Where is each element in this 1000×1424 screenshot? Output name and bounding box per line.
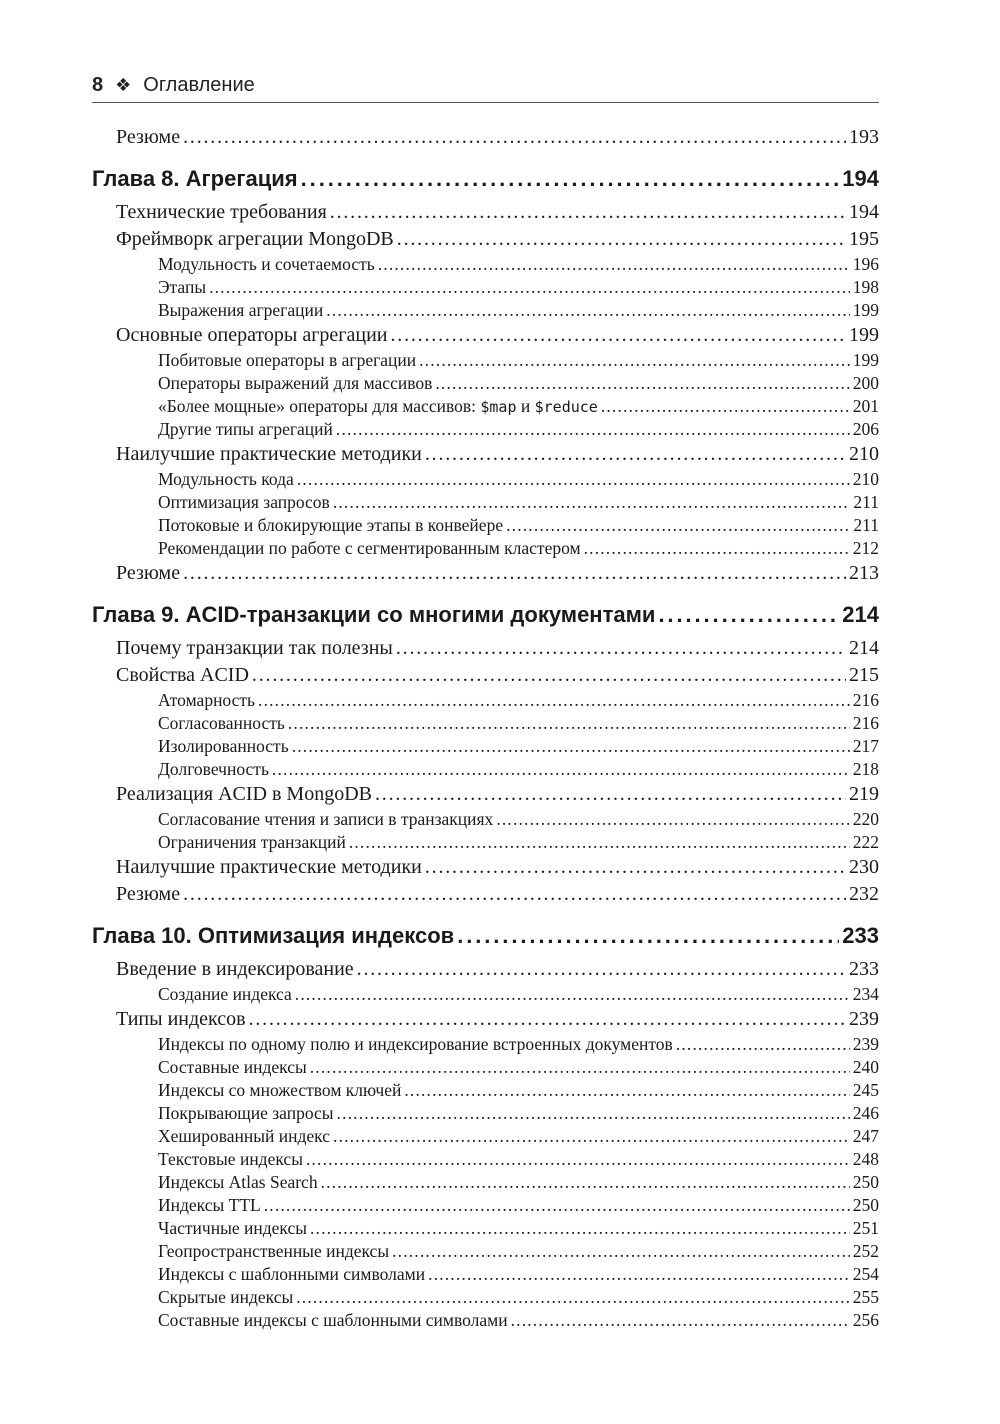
- toc-subsection[interactable]: [92, 1148, 879, 1171]
- toc-page-number: 193: [849, 126, 879, 148]
- toc-entry-title: [158, 1171, 318, 1194]
- toc-page-number: 219: [849, 783, 879, 805]
- toc-subsection[interactable]: [92, 1263, 879, 1286]
- dot-leader: [419, 349, 850, 372]
- toc-title-text: Другие типы агрегаций: [158, 419, 333, 439]
- toc-page-number: 210: [852, 469, 879, 489]
- toc-code-text: $reduce: [534, 398, 598, 416]
- dot-leader: [183, 881, 846, 908]
- toc-page-number: 233: [842, 923, 879, 948]
- toc-title-text: Глава 10. Оптимизация индексов: [92, 923, 455, 948]
- toc-section[interactable]: [92, 199, 879, 226]
- toc-page-number: 199: [852, 350, 879, 370]
- toc-title-text: Создание индекса: [158, 984, 292, 1004]
- toc-page-number: 216: [852, 690, 879, 710]
- toc-title-text: Индексы по одному полю и индексирование встроенных документов: [158, 1034, 673, 1054]
- toc-entry-title: [116, 635, 393, 662]
- toc-page-number: 212: [852, 538, 879, 558]
- toc-entry-title: [116, 662, 249, 689]
- dot-leader: [326, 299, 850, 322]
- toc-entry-title: [158, 1194, 261, 1217]
- toc-entry-title: [158, 299, 323, 322]
- dot-leader: [435, 372, 849, 395]
- toc-subsection[interactable]: [92, 537, 879, 560]
- toc-page-number: 220: [852, 809, 879, 829]
- dot-leader: [336, 418, 850, 441]
- toc-entry-title: [158, 735, 289, 758]
- toc-title-text: Наилучшие практические методики: [116, 443, 422, 465]
- toc-section[interactable]: [92, 226, 879, 253]
- toc-chapter[interactable]: [92, 916, 879, 956]
- toc-entry-title: [158, 808, 493, 831]
- toc-chapter[interactable]: [92, 595, 879, 635]
- toc-title-text: Выражения агрегации: [158, 300, 324, 320]
- toc-section[interactable]: [92, 441, 879, 468]
- toc-title-text: Индексы Atlas Search: [158, 1172, 318, 1192]
- toc-page-number: 206: [852, 419, 879, 439]
- toc-title-text: Резюме: [116, 562, 181, 584]
- toc-entry-title: [116, 226, 394, 253]
- toc-entry-title: [158, 418, 333, 441]
- toc-subsection[interactable]: [92, 1079, 879, 1102]
- toc-entry-title: [92, 595, 655, 635]
- toc-page-number: 250: [852, 1172, 879, 1192]
- toc-subsection[interactable]: [92, 349, 879, 372]
- toc-title-text: Частичные индексы: [158, 1218, 307, 1238]
- toc-title-text: Составные индексы: [158, 1057, 307, 1077]
- toc-page-number: 239: [852, 1034, 879, 1054]
- dot-leader: [310, 1217, 850, 1240]
- toc-page-number: 198: [852, 277, 879, 297]
- dot-leader: [209, 276, 850, 299]
- dot-leader: [425, 441, 846, 468]
- toc-page-number: 217: [852, 736, 879, 756]
- toc-entry-title: [158, 253, 375, 276]
- toc-title-text: Индексы со множеством ключей: [158, 1080, 402, 1100]
- dot-leader: [183, 560, 846, 587]
- dot-leader: [183, 124, 846, 151]
- dot-leader: [295, 983, 850, 1006]
- toc-page-number: 214: [849, 637, 879, 659]
- toc-page-number: 210: [849, 443, 879, 465]
- toc-page-number: 211: [853, 492, 879, 512]
- toc-entry-title: [158, 1056, 307, 1079]
- toc-section[interactable]: [92, 560, 879, 587]
- toc-entry-title: [158, 1079, 401, 1102]
- toc-entry-title: [158, 758, 269, 781]
- toc-subsection[interactable]: [92, 1286, 879, 1309]
- toc-entry-title: [158, 983, 292, 1006]
- dot-leader: [392, 1240, 850, 1263]
- toc-subsection[interactable]: [92, 468, 879, 491]
- toc-subsection[interactable]: [92, 758, 879, 781]
- toc-subsection[interactable]: [92, 808, 879, 831]
- toc-page-number: 255: [852, 1287, 879, 1307]
- toc-page-number: 247: [852, 1126, 879, 1146]
- toc-entry-title: [92, 916, 454, 956]
- toc-entry-title: [158, 349, 416, 372]
- toc-subsection[interactable]: [92, 1033, 879, 1056]
- toc-subsection[interactable]: [92, 514, 879, 537]
- toc-page-number: 246: [852, 1103, 879, 1123]
- toc-section[interactable]: [92, 635, 879, 662]
- toc-entry-title: [158, 1309, 508, 1332]
- toc-page-number: 196: [852, 254, 879, 274]
- toc-entry-title: [92, 159, 298, 199]
- toc-entry-title: [158, 468, 294, 491]
- toc-page-number: 216: [852, 713, 879, 733]
- toc-title-text: «Более мощные» операторы для массивов:: [158, 396, 481, 416]
- toc-entry-title: [158, 689, 255, 712]
- toc-subsection[interactable]: [92, 491, 879, 514]
- dot-leader: [425, 854, 846, 881]
- dot-leader: [272, 758, 850, 781]
- toc-subsection[interactable]: [92, 831, 879, 854]
- toc-page-number: 199: [852, 300, 879, 320]
- toc-title-text: Скрытые индексы: [158, 1287, 294, 1307]
- toc-page-number: 256: [852, 1310, 879, 1330]
- toc-subsection[interactable]: [92, 418, 879, 441]
- toc-title-text: Индексы с шаблонными символами: [158, 1264, 426, 1284]
- dot-leader: [396, 635, 846, 662]
- dot-leader: [584, 537, 850, 560]
- dot-leader: [506, 514, 850, 537]
- toc-entry-title: [158, 1148, 303, 1171]
- toc-title-text: Согласованность: [158, 713, 285, 733]
- toc-title-text: Типы индексов: [116, 1008, 246, 1030]
- toc-page-number: 222: [852, 832, 879, 852]
- toc-section[interactable]: [92, 322, 879, 349]
- toc-title-text: Покрывающие запросы: [158, 1103, 334, 1123]
- chapter-gap: [92, 151, 879, 157]
- toc-title-text: Резюме: [116, 126, 181, 148]
- toc-entry-title: [116, 1006, 246, 1033]
- toc-entry-title: [116, 124, 180, 151]
- toc-subsection[interactable]: [92, 1102, 879, 1125]
- dot-leader: [428, 1263, 850, 1286]
- toc-subsection[interactable]: [92, 983, 879, 1006]
- toc-entry-title: [116, 881, 180, 908]
- toc-entry-title: [116, 781, 372, 808]
- toc-page-number: 245: [852, 1080, 879, 1100]
- dot-leader: [310, 1056, 850, 1079]
- running-title: Оглавление: [143, 73, 255, 96]
- toc-entry-title: [158, 1217, 307, 1240]
- toc-title-text: Хешированный индекс: [158, 1126, 331, 1146]
- dot-leader: [297, 468, 850, 491]
- dot-leader: [301, 159, 840, 199]
- dot-leader: [658, 595, 839, 635]
- toc-entry-title: [158, 514, 503, 537]
- toc-page-number: 215: [849, 664, 879, 686]
- toc-title-text: Побитовые операторы в агрегации: [158, 350, 417, 370]
- toc-entry-title: [116, 199, 327, 226]
- toc-page-number: 199: [849, 324, 879, 346]
- toc-section[interactable]: [92, 956, 879, 983]
- toc-page-number: 239: [849, 1008, 879, 1030]
- toc-title-text: Согласование чтения и записи в транзакциях: [158, 809, 494, 829]
- toc-entry-title: [158, 372, 432, 395]
- dot-leader: [321, 1171, 850, 1194]
- dot-leader: [457, 916, 839, 956]
- toc-entry-title: [158, 395, 598, 419]
- toc-subsection[interactable]: [92, 1309, 879, 1332]
- toc-entry-title: [158, 276, 206, 299]
- toc-title-text: Изолированность: [158, 736, 289, 756]
- toc-entry-title: [116, 441, 422, 468]
- toc-title-text: Этапы: [158, 277, 207, 297]
- toc-entry-title: [158, 1263, 425, 1286]
- dot-leader: [333, 1125, 850, 1148]
- dot-leader: [333, 491, 851, 514]
- toc-page-number: 200: [852, 373, 879, 393]
- toc-title-text: Индексы TTL: [158, 1195, 261, 1215]
- toc-entry-title: [116, 322, 387, 349]
- toc-section[interactable]: [92, 781, 879, 808]
- toc-entry-title: [158, 1240, 389, 1263]
- toc-entry-title: [116, 956, 354, 983]
- dot-leader: [404, 1079, 849, 1102]
- dot-leader: [292, 735, 850, 758]
- dot-leader: [357, 956, 846, 983]
- toc-page-number: 214: [842, 602, 879, 627]
- toc-entry-title: [158, 712, 285, 735]
- toc-entry-title: [116, 854, 422, 881]
- dot-leader: [252, 662, 846, 689]
- toc-title-text: Основные операторы агрегации: [116, 324, 388, 346]
- toc-page-number: 211: [853, 515, 879, 535]
- dot-leader: [676, 1033, 850, 1056]
- dot-leader: [306, 1148, 850, 1171]
- toc-subsection[interactable]: [92, 395, 879, 418]
- dot-leader: [349, 831, 850, 854]
- running-header: [92, 68, 879, 103]
- toc-page-number: 195: [849, 228, 879, 250]
- toc-title-text: Модульность и сочетаемость: [158, 254, 375, 274]
- dot-leader: [288, 712, 850, 735]
- toc-section[interactable]: [92, 854, 879, 881]
- dot-leader: [378, 253, 850, 276]
- toc-section[interactable]: [92, 124, 879, 151]
- toc-subsection[interactable]: [92, 1217, 879, 1240]
- toc-section[interactable]: [92, 881, 879, 908]
- ornament-icon: ❖: [115, 74, 132, 95]
- toc-title-text: Оптимизация запросов: [158, 492, 330, 512]
- toc-title-text: Потоковые и блокирующие этапы в конвейере: [158, 515, 504, 535]
- dot-leader: [258, 689, 850, 712]
- dot-leader: [511, 1309, 850, 1332]
- dot-leader: [601, 395, 850, 418]
- toc-page-number: 218: [852, 759, 879, 779]
- toc-page-number: 194: [842, 166, 879, 191]
- dot-leader: [496, 808, 849, 831]
- toc-title-text: Атомарность: [158, 690, 256, 710]
- toc-page-number: 194: [849, 201, 879, 223]
- toc-page-number: 232: [849, 883, 879, 905]
- toc-title-text: Свойства ACID: [116, 664, 249, 686]
- chapter-gap: [92, 908, 879, 914]
- dot-leader: [330, 199, 846, 226]
- dot-leader: [375, 781, 846, 808]
- toc-section[interactable]: [92, 662, 879, 689]
- toc-title-text: Технические требования: [116, 201, 327, 223]
- toc-entry-title: [116, 560, 180, 587]
- toc-subsection[interactable]: [92, 689, 879, 712]
- toc-page-number: 240: [852, 1057, 879, 1077]
- dot-leader: [397, 226, 846, 253]
- toc-subsection[interactable]: [92, 299, 879, 322]
- toc-title-text: Глава 8. Агрегация: [92, 166, 298, 191]
- toc-page-number: 254: [852, 1264, 879, 1284]
- toc-title-text: Геопространственные индексы: [158, 1241, 390, 1261]
- toc-subsection[interactable]: [92, 1240, 879, 1263]
- dot-leader: [264, 1194, 850, 1217]
- toc-title-text: Модульность кода: [158, 469, 294, 489]
- toc-section[interactable]: [92, 1006, 879, 1033]
- toc-entry-title: [158, 1125, 330, 1148]
- toc-page-number: 251: [852, 1218, 879, 1238]
- toc-subsection[interactable]: [92, 276, 879, 299]
- toc-page-number: 248: [852, 1149, 879, 1169]
- toc-subsection[interactable]: [92, 1171, 879, 1194]
- toc-page-number: 234: [852, 984, 879, 1004]
- toc-subsection[interactable]: [92, 735, 879, 758]
- toc-title-text: Рекомендации по работе с сегментированным кластером: [158, 538, 581, 558]
- toc-title-text: Введение в индексирование: [116, 958, 354, 980]
- toc-title-text: Реализация ACID в MongoDB: [116, 783, 372, 805]
- toc-subsection[interactable]: [92, 1056, 879, 1079]
- toc-subsection[interactable]: [92, 1125, 879, 1148]
- dot-leader: [337, 1102, 850, 1125]
- toc-title-text: Текстовые индексы: [158, 1149, 303, 1169]
- toc-page-number: 250: [852, 1195, 879, 1215]
- toc-page-number: 201: [852, 396, 879, 416]
- toc-subsection[interactable]: [92, 712, 879, 735]
- dot-leader: [390, 322, 846, 349]
- chapter-gap: [92, 587, 879, 593]
- toc-entry-title: [158, 1286, 293, 1309]
- toc-page-number: 252: [852, 1241, 879, 1261]
- toc-page-number: 213: [849, 562, 879, 584]
- toc-subsection[interactable]: [92, 253, 879, 276]
- toc-entry-title: [158, 537, 581, 560]
- toc-subsection[interactable]: [92, 372, 879, 395]
- toc-entry-title: [158, 1033, 673, 1056]
- toc-page-number: 233: [849, 958, 879, 980]
- table-of-contents: [92, 124, 879, 1332]
- toc-subsection[interactable]: [92, 1194, 879, 1217]
- toc-title-text: Резюме: [116, 883, 181, 905]
- toc-title-text: Ограничения транзакций: [158, 832, 346, 852]
- toc-title-text: Наилучшие практические методики: [116, 856, 422, 878]
- toc-title-text: Составные индексы с шаблонными символами: [158, 1310, 508, 1330]
- toc-code-text: $map: [480, 398, 517, 416]
- toc-title-text: и: [516, 396, 535, 416]
- toc-entry-title: [158, 831, 346, 854]
- toc-entry-title: [158, 491, 330, 514]
- toc-title-text: Почему транзакции так полезны: [116, 637, 393, 659]
- toc-page-number: 230: [849, 856, 879, 878]
- dot-leader: [249, 1006, 846, 1033]
- toc-chapter[interactable]: [92, 159, 879, 199]
- toc-title-text: Фреймворк агрегации MongoDB: [116, 228, 394, 250]
- toc-entry-title: [158, 1102, 334, 1125]
- toc-title-text: Долговечность: [158, 759, 269, 779]
- page-number: 8: [92, 73, 104, 96]
- toc-title-text: Операторы выражений для массивов: [158, 373, 433, 393]
- dot-leader: [296, 1286, 850, 1309]
- toc-title-text: Глава 9. ACID-транзакции со многими документами: [92, 602, 656, 627]
